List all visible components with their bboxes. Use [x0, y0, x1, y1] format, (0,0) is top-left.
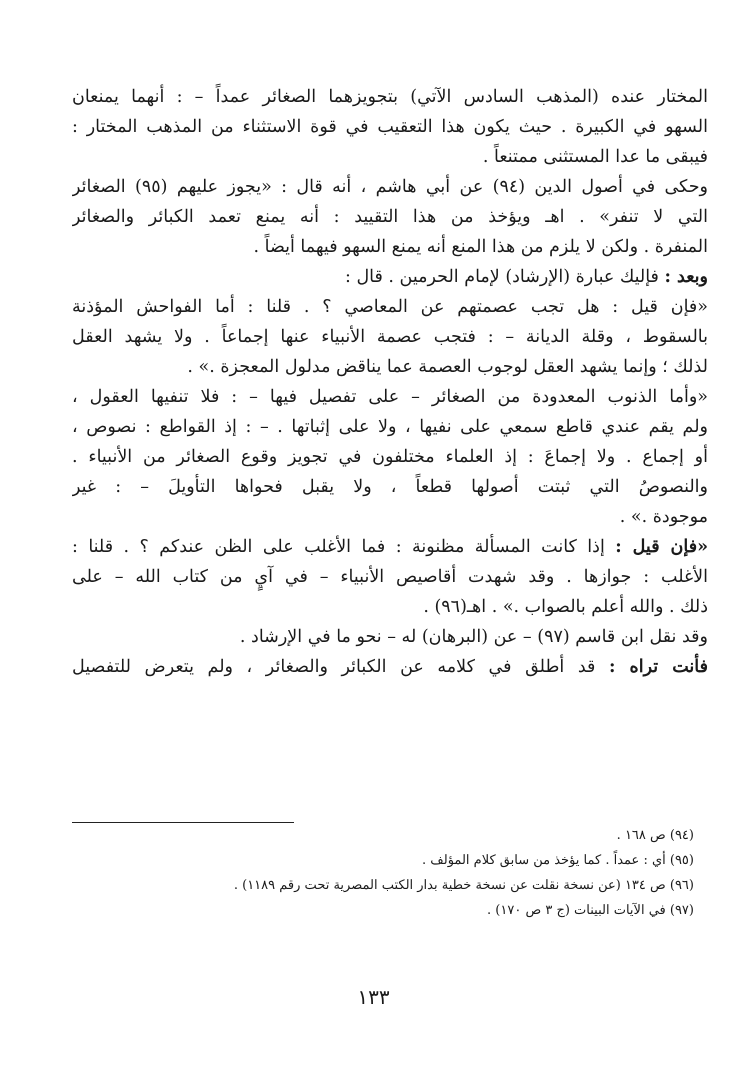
lead-phrase: «فإن قيل : [615, 537, 708, 557]
line-text: بالسقوط ، وقلة الديانة – : فتجب عصمة الأنبياء عنها إجماعاً . ولا يشهد العقل [72, 327, 708, 347]
line-text: ذلك . والله أعلم بالصواب .» . اهـ(٩٦) . [423, 597, 708, 617]
text-line [72, 592, 708, 622]
line-text: «فإن قيل : هل تجب عصمتهم عن المعاصي ؟ . قلنا : أما الفواحش المؤذنة [72, 297, 708, 317]
line-text: السهو في الكبيرة . حيث يكون هذا التعقيب في قوة الاستثناء من المذهب المختار : [72, 117, 708, 137]
text-line [72, 142, 708, 172]
text-line [72, 502, 708, 532]
line-text: المختار عنده (المذهب السادس الآتي) بتجويزهما الصغائر عمداً – : أنهما يمنعان [72, 87, 708, 107]
line-text: المنفرة . ولكن لا يلزم من هذا المنع أنه يمنع السهو فيهما أيضاً . [253, 237, 708, 257]
line-text: أو إجماع . ولا إجماعَ : إذ العلماء مختلفون في تجويز وقوع الصغائر من الأنبياء . [72, 447, 708, 467]
text-line [72, 442, 708, 472]
text-line [72, 202, 708, 232]
footnote-97: (٩٧) في الآيات البينات (ج ٣ ص ١٧٠) . [487, 903, 694, 918]
line-text: وحكى في أصول الدين (٩٤) عن أبي هاشم ، أنه قال : «يجوز عليهم (٩٥) الصغائر [72, 177, 708, 197]
line-text: وقد نقل ابن قاسم (٩٧) – عن (البرهان) له – نحو ما في الإرشاد . [239, 627, 708, 647]
line-text: إذا كانت المسألة مظنونة : فما الأغلب على الظن عندكم ؟ . قلنا : [72, 537, 616, 557]
footnotes [72, 822, 708, 923]
text-line [72, 382, 708, 412]
text-line [72, 82, 708, 112]
text-line [72, 232, 708, 262]
line-text: فإليك عبارة (الإرشاد) لإمام الحرمين . قال : [344, 267, 665, 287]
line-text: قد أطلق في كلامه عن الكبائر والصغائر ، ولم يتعرض للتفصيل [72, 657, 609, 677]
text-line [72, 652, 708, 682]
text-line [72, 622, 708, 652]
line-text: الأغلب : جوازها . وقد شهدت أقاصيص الأنبياء – في آيٍ من كتاب الله – على [72, 567, 708, 587]
main-text [72, 82, 708, 682]
text-line [72, 472, 708, 502]
page-number: ١٣٣ [357, 985, 390, 1009]
line-text: فيبقى ما عدا المستثنى ممتنعاً . [482, 147, 708, 167]
footnote-96: (٩٦) ص ١٣٤ (عن نسخة نقلت عن نسخة خطية بدار الكتب المصرية تحت رقم ١١٨٩) . [233, 878, 694, 893]
lead-phrase: وبعد : [664, 267, 708, 287]
line-text: ولم يقم عندي قاطع سمعي على نفيها ، ولا على إثباتها . – : إذ القواطع : نصوص ، [72, 417, 708, 437]
text-line [72, 412, 708, 442]
line-text: موجودة .» . [619, 507, 708, 527]
lead-phrase: فأنت تراه : [608, 657, 708, 677]
text-line [72, 112, 708, 142]
text-line [72, 352, 708, 382]
line-text: التي لا تنفر» . اهـ ويؤخذ من هذا التقييد : أنه يمنع تعمد الكبائر والصغائر [72, 207, 708, 227]
text-line [72, 262, 708, 292]
line-text: «وأما الذنوب المعدودة من الصغائر – على تفصيل فيها – : فلا تنفيها العقول ، [72, 387, 708, 407]
text-line [72, 562, 708, 592]
line-text: لذلك ؛ وإنما يشهد العقل لوجوب العصمة عما يناقض مدلول المعجزة .» . [187, 357, 708, 377]
footnote-95: (٩٥) أي : عمداً . كما يؤخذ من سابق كلام المؤلف . [422, 853, 694, 868]
text-line [72, 292, 708, 322]
text-line [72, 172, 708, 202]
line-text: والنصوصُ التي ثبتت أصولها قطعاً ، ولا يقبل فحواها التأويلَ – : غير [72, 477, 708, 497]
footnote-94: (٩٤) ص ١٦٨ . [616, 828, 694, 843]
text-line [72, 322, 708, 352]
text-line [72, 532, 708, 562]
